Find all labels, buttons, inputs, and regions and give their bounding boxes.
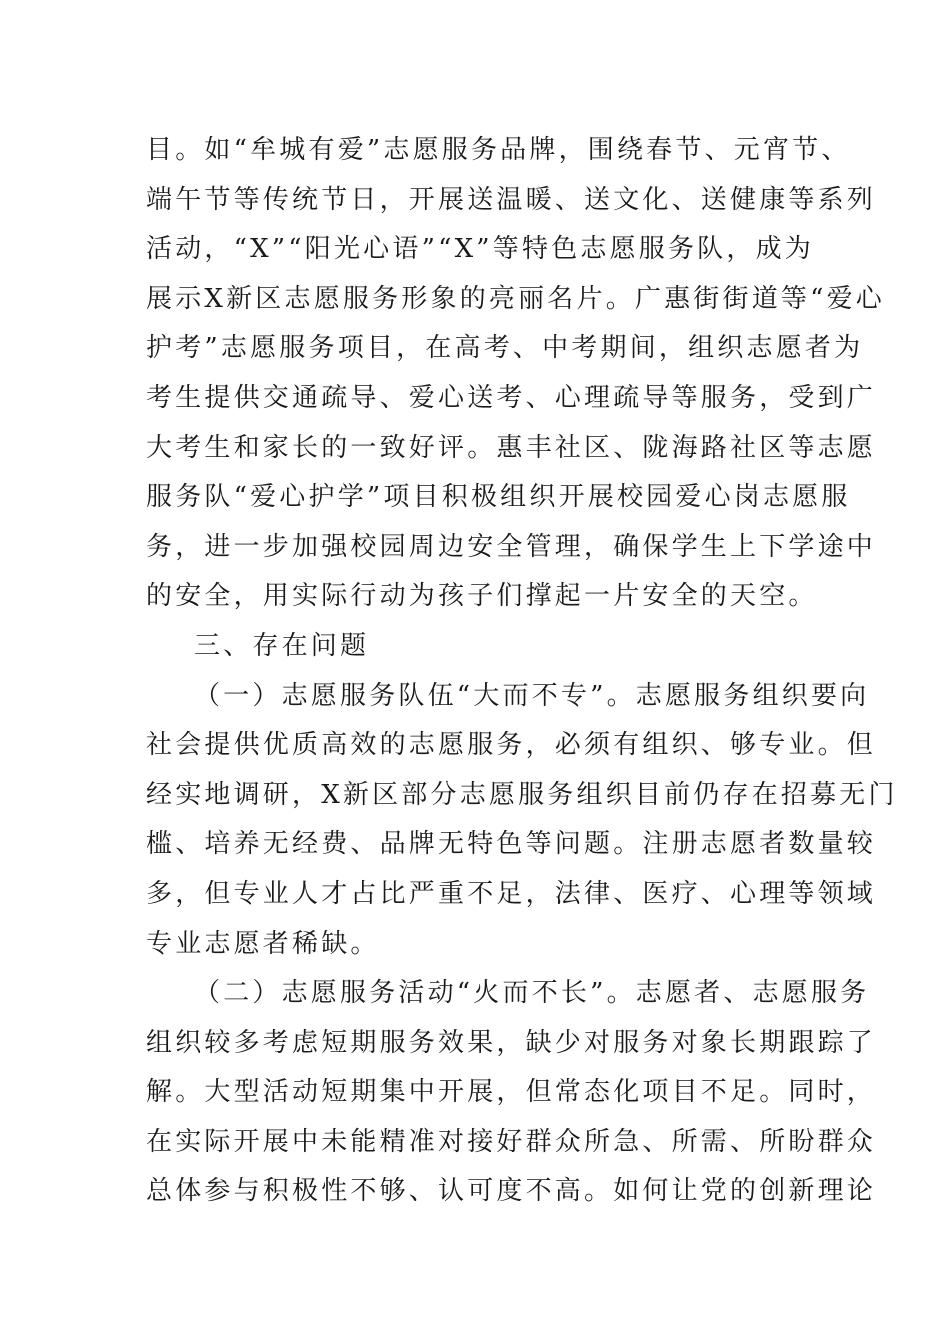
text-line: 大考生和家长的一致好评。惠丰社区、陇海路社区等志愿 (146, 432, 877, 463)
paragraph-start: （二）志愿服务活动“火而不长”。志愿者、志愿服务 (194, 978, 870, 1009)
text-line: 目。如“牟城有爱”志愿服务品牌，围绕春节、元宵节、 (146, 135, 851, 165)
section-heading: 三、存在问题 (194, 630, 370, 661)
text-line: 解。大型活动短期集中开展，但常态化项目不足。同时， (146, 1077, 877, 1108)
text-line: 槛、培养无经费、品牌无特色等问题。注册志愿者数量较 (146, 829, 877, 860)
text-line: 服务队“爱心护学”项目积极组织开展校园爱心岗志愿服 (146, 482, 851, 513)
text-line: 活动，“X”“阳光心语”“X”等特色志愿服务队，成为 (146, 234, 814, 265)
text-line: 专业志愿者稀缺。 (146, 928, 380, 959)
text-line: 经实地调研，X新区部分志愿服务组织目前仍存在招募无门 (146, 779, 898, 810)
text-line: 展示X新区志愿服务形象的亮丽名片。广惠街街道等“爱心 (146, 283, 886, 314)
text-line: 端午节等传统节日，开展送温暖、送文化、送健康等系列 (146, 184, 877, 215)
text-line: 在实际开展中未能精准对接好群众所急、所需、所盼群众 (146, 1126, 877, 1157)
text-line: 总体参与积极性不够、认可度不高。如何让党的创新理论 (146, 1176, 877, 1207)
text-line: 社会提供优质高效的志愿服务，必须有组织、够专业。但 (146, 730, 877, 761)
text-line: 多，但专业人才占比严重不足，法律、医疗、心理等领域 (146, 878, 877, 909)
text-line: 组织较多考虑短期服务效果，缺少对服务对象长期跟踪了 (146, 1027, 877, 1058)
document-body (146, 126, 898, 1217)
text-line: 护考”志愿服务项目，在高考、中考期间，组织志愿者为 (146, 333, 864, 364)
text-line: 考生提供交通疏导、爱心送考、心理疏导等服务，受到广 (146, 382, 877, 413)
text-line: 务，进一步加强校园周边安全管理，确保学生上下学途中 (146, 531, 877, 562)
text-line: 的安全，用实际行动为孩子们撑起一片安全的天空。 (146, 581, 818, 612)
paragraph-start: （一）志愿服务队伍“大而不专”。志愿服务组织要向 (194, 680, 870, 711)
